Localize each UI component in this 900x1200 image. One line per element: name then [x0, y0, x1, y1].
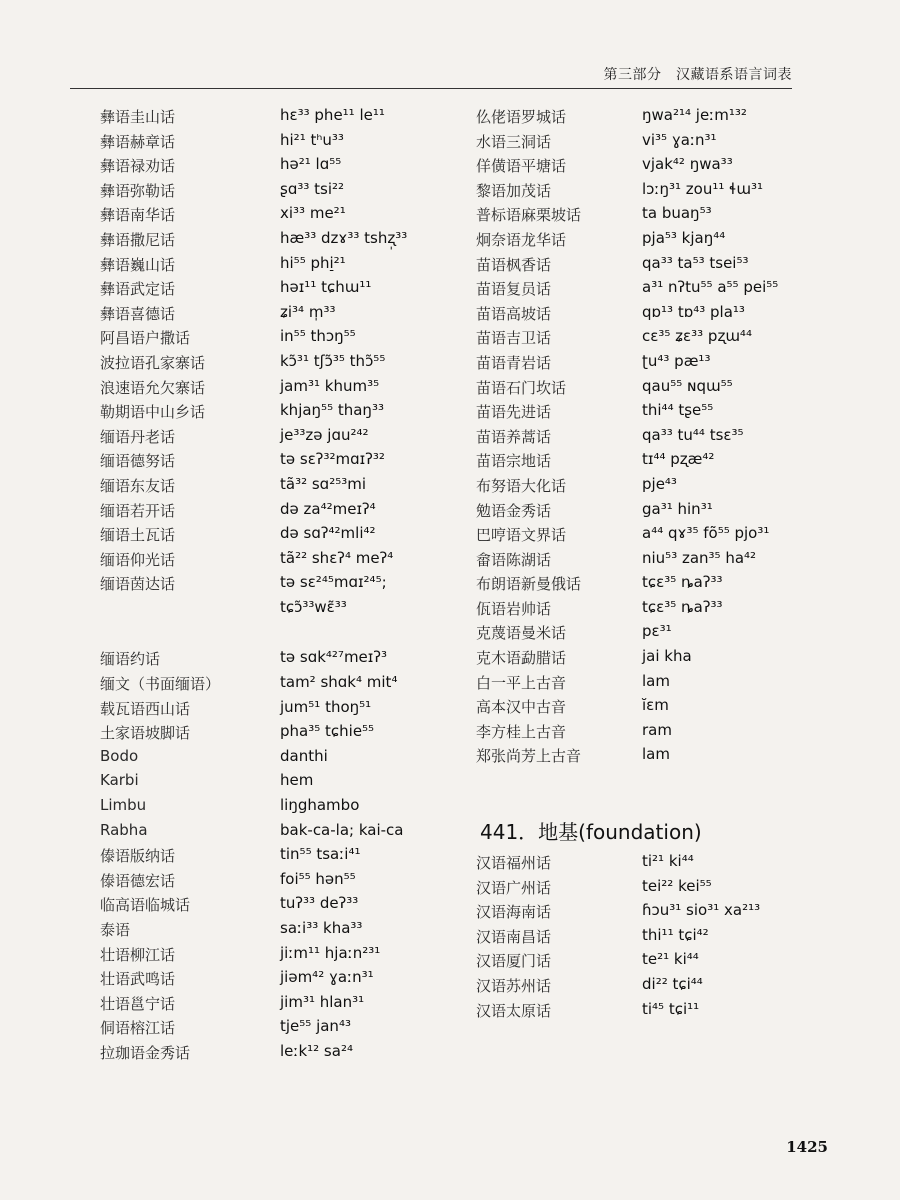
- entry-row: [100, 549, 470, 574]
- dialect-name: 缅语仰光话: [100, 550, 176, 569]
- entry-row: [476, 877, 806, 902]
- phonetic-form: liŋghambo: [280, 796, 360, 815]
- phonetic-form: cɛ³⁵ ʑɛ³³ pʐɯ⁴⁴: [642, 327, 752, 346]
- entry-row: [476, 327, 806, 352]
- phonetic-form: ʈu⁴³ pæ¹³: [642, 351, 711, 370]
- dialect-name: 苗语青岩话: [476, 353, 552, 372]
- entry-row: [476, 573, 806, 598]
- dialect-name: 勒期语中山乡话: [100, 403, 206, 422]
- dialect-name: 泰语: [100, 921, 131, 939]
- phonetic-form: lam: [642, 671, 670, 690]
- phonetic-form: qa³³ tu⁴⁴ tsɛ³⁵: [642, 425, 744, 444]
- phonetic-form: jiːm¹¹ hjaːn²³¹: [280, 943, 381, 962]
- dialect-name: 缅语约话: [100, 650, 161, 669]
- phonetic-form: jai kha: [642, 647, 692, 666]
- entry-row: [100, 845, 470, 870]
- entry-row: [100, 796, 470, 821]
- entry-row: [476, 450, 806, 475]
- phonetic-form: jam³¹ khum³⁵: [280, 376, 380, 395]
- phonetic-form: hem: [280, 771, 314, 790]
- phonetic-form: te²¹ ki⁴⁴: [642, 950, 699, 969]
- dialect-name: 缅语东友话: [100, 476, 176, 495]
- entry-row: [100, 155, 470, 180]
- entry-row: [476, 975, 806, 1000]
- entry-row: [100, 944, 470, 969]
- entry-row: [476, 106, 806, 131]
- right-column: [476, 106, 806, 1024]
- dialect-name: 汉语福州话: [476, 854, 552, 873]
- section-gap: [476, 790, 806, 810]
- dialect-name: 汉语苏州话: [476, 977, 552, 995]
- dialect-name: 缅语若开话: [100, 501, 176, 520]
- dialect-name: 傣语版纳话: [100, 847, 176, 866]
- entry-row: [100, 673, 470, 698]
- dialect-name: 苗语先进话: [476, 403, 552, 422]
- phonetic-form: niu⁵³ zan³⁵ ha⁴²: [642, 548, 757, 567]
- dialect-name: 拉珈语金秀话: [100, 1043, 191, 1062]
- dialect-name: 水语三洞话: [476, 132, 552, 151]
- phonetic-form: pɛ³¹: [642, 622, 672, 641]
- phonetic-form: ŋwa²¹⁴ jeːm¹³²: [642, 106, 747, 124]
- dialect-name: 巴哼语文界话: [476, 526, 567, 545]
- running-header: [70, 60, 792, 89]
- entry-row: [476, 352, 806, 377]
- entry-row: [476, 180, 806, 205]
- entry-row: [476, 377, 806, 402]
- phonetic-form: a³¹ nʔtu⁵⁵ a⁵⁵ pei⁵⁵: [642, 278, 779, 297]
- dialect-name: 缅语茵达话: [100, 575, 176, 594]
- dialect-name: 炯奈语龙华话: [476, 230, 567, 249]
- phonetic-form: jum⁵¹ thoŋ⁵¹: [280, 697, 372, 716]
- phonetic-form: hi⁵⁵ phi̠²¹: [280, 253, 346, 272]
- entry-row: [100, 598, 470, 623]
- phonetic-form: in⁵⁵ thɔŋ⁵⁵: [280, 327, 356, 346]
- page-number: 1425: [786, 1138, 828, 1156]
- dialect-name: 彝语圭山话: [100, 108, 176, 126]
- entry-row: [100, 401, 470, 426]
- entry-row: [476, 524, 806, 549]
- entry-row: [476, 598, 806, 623]
- entry-row: [476, 475, 806, 500]
- dialect-name: 克蔑语曼米话: [476, 624, 567, 643]
- entry-row: [476, 647, 806, 672]
- phonetic-form: tã³² sɑ²⁵³mi: [280, 474, 367, 493]
- dialect-name: 缅文（书面缅语）: [100, 675, 221, 694]
- dialect-name: 布努语大化话: [476, 476, 567, 495]
- phonetic-form: ta buaŋ⁵³: [642, 204, 712, 223]
- dialect-name: 土家语坡脚话: [100, 724, 191, 743]
- phonetic-form: lam: [642, 745, 670, 764]
- phonetic-form: ĭɛm: [642, 696, 669, 715]
- phonetic-form: ɦɔu³¹ sio³¹ xa²¹³: [642, 901, 761, 920]
- entry-row: [476, 950, 806, 975]
- dialect-name: 苗语高坡话: [476, 304, 552, 323]
- phonetic-form: ram: [642, 720, 672, 739]
- phonetic-form: hi²¹ tʰu³³: [280, 130, 344, 149]
- dialect-name: 傣语德宏话: [100, 871, 176, 890]
- dialect-name: 汉语太原话: [476, 1001, 552, 1020]
- phonetic-form: pha³⁵ tɕhie⁵⁵: [280, 722, 375, 741]
- dialect-name: 高本汉中古音: [476, 698, 567, 717]
- entry-row: [100, 1042, 470, 1067]
- dialect-name: 畲语陈湖话: [476, 550, 552, 569]
- phonetic-form: tɪ⁴⁴ pʐæ⁴²: [642, 450, 715, 469]
- dialect-name: 仫佬语罗城话: [476, 108, 567, 126]
- dialect-name: 汉语海南话: [476, 903, 552, 922]
- dialect-name: Limbu: [100, 796, 147, 815]
- dialect-name: 汉语厦门话: [476, 952, 552, 971]
- dialect-name: 佤语岩帅话: [476, 599, 552, 618]
- right-entries: [476, 106, 806, 770]
- dialect-name: 勉语金秀话: [476, 501, 552, 520]
- phonetic-form: ʂɑ³³ tsi²²: [280, 179, 345, 198]
- entry-row: [100, 352, 470, 377]
- phonetic-form: tei²² kei⁵⁵: [642, 876, 712, 895]
- dialect-name: 普标语麻栗坡话: [476, 206, 582, 225]
- section-entries: [476, 852, 806, 1024]
- entry-row: [100, 180, 470, 205]
- entry-row: [476, 852, 806, 877]
- phonetic-form: də za⁴²meɪʔ⁴: [280, 499, 376, 518]
- dialect-name: 苗语石门坎话: [476, 378, 567, 397]
- entry-row: [100, 747, 470, 772]
- phonetic-form: tuʔ³³ deʔ³³: [280, 894, 359, 913]
- dialect-name: 彝语赫章话: [100, 132, 176, 151]
- entry-row: [100, 771, 470, 796]
- entry-row: [100, 131, 470, 156]
- entry-row: [100, 573, 470, 598]
- entry-row: [100, 648, 470, 673]
- phonetic-form: tə sɛ²⁴⁵mɑɪ²⁴⁵;: [280, 573, 387, 592]
- entry-row: [100, 278, 470, 303]
- phonetic-form: hɛ³³ phe¹¹ le¹¹: [280, 106, 385, 124]
- dialect-name: 白一平上古音: [476, 673, 567, 692]
- dialect-name: Bodo: [100, 746, 139, 765]
- phonetic-form: tɕɛ³⁵ ȵaʔ³³: [642, 597, 723, 616]
- entry-row: [100, 894, 470, 919]
- phonetic-form: lɔːŋ³¹ zou¹¹ ɬɯ³¹: [642, 179, 764, 198]
- entry-row: [476, 696, 806, 721]
- dialect-name: 黎语加茂话: [476, 181, 552, 200]
- entry-row: [100, 327, 470, 352]
- entry-row: [100, 1017, 470, 1042]
- entry-row: [476, 254, 806, 279]
- phonetic-form: tɕɔ̃³³wɛ̃³³: [280, 597, 347, 616]
- dialect-name: 佯僙语平塘话: [476, 157, 567, 176]
- entry-row: [100, 254, 470, 279]
- entry-row: [100, 450, 470, 475]
- section-title: 441．地基(foundation): [480, 820, 702, 845]
- entry-row: [476, 745, 806, 770]
- entry-row: [476, 926, 806, 951]
- phonetic-form: vi³⁵ ɣaːn³¹: [642, 130, 717, 149]
- dialect-name: 郑张尚芳上古音: [476, 747, 582, 766]
- entry-row: [476, 278, 806, 303]
- dialect-name: 缅语德努话: [100, 452, 176, 471]
- dialect-name: 彝语禄劝话: [100, 157, 176, 176]
- phonetic-form: leːk¹² sa²⁴: [280, 1041, 353, 1060]
- dialect-name: 汉语广州话: [476, 878, 552, 897]
- entry-row: [476, 303, 806, 328]
- dialect-name: 李方桂上古音: [476, 722, 567, 741]
- phonetic-form: xi³³ me²¹: [280, 204, 346, 223]
- phonetic-form: kɔ̃³¹ tʃɔ̃³⁵ thɔ̃⁵⁵: [280, 351, 386, 370]
- entry-row: [100, 821, 470, 846]
- dialect-name: 彝语撒尼话: [100, 230, 176, 249]
- dialect-name: 彝语南华话: [100, 206, 176, 225]
- dialect-name: 彝语喜德话: [100, 304, 176, 323]
- left-column: [100, 106, 470, 1067]
- entry-row: [476, 426, 806, 451]
- entry-row: [100, 106, 470, 131]
- dialect-name: 侗语榕江话: [100, 1019, 176, 1038]
- entry-row: [100, 524, 470, 549]
- phonetic-form: di²² tɕi⁴⁴: [642, 975, 703, 993]
- dialect-name: 波拉语孔家寨话: [100, 353, 206, 372]
- dialect-name: 缅语土瓦话: [100, 526, 176, 545]
- section-gap: [476, 770, 806, 790]
- phonetic-form: tə sɑk⁴²⁷meɪʔ³: [280, 648, 388, 667]
- phonetic-form: danthi: [280, 746, 328, 765]
- dialect-name: 苗语宗地话: [476, 452, 552, 471]
- phonetic-form: həɪ¹¹ tɕhɯ¹¹: [280, 278, 372, 297]
- phonetic-form: jim³¹ hlan³¹: [280, 992, 365, 1011]
- entry-row: [100, 722, 470, 747]
- phonetic-form: qɒ¹³ tɒ⁴³ pla¹³: [642, 302, 745, 321]
- phonetic-form: pja⁵³ kjaŋ⁴⁴: [642, 228, 726, 247]
- entry-row: [100, 919, 470, 944]
- entry-row: [100, 426, 470, 451]
- dialect-name: 苗语枫香话: [476, 255, 552, 274]
- entry-row: [476, 672, 806, 697]
- entry-row: [476, 229, 806, 254]
- phonetic-form: khjaŋ⁵⁵ thaŋ³³: [280, 401, 384, 420]
- phonetic-form: tã²² shɛʔ⁴ meʔ⁴: [280, 548, 394, 567]
- phonetic-form: tɕɛ³⁵ ȵaʔ³³: [642, 573, 723, 592]
- phonetic-form: ti²¹ ki⁴⁴: [642, 852, 694, 871]
- entry-row: [100, 870, 470, 895]
- dialect-name: 壮语邕宁话: [100, 994, 176, 1013]
- entry-row: [476, 1000, 806, 1025]
- dialect-name: 苗语养蒿话: [476, 427, 552, 446]
- phonetic-form: a⁴⁴ qɤ³⁵ fõ⁵⁵ pjo³¹: [642, 524, 770, 543]
- dialect-name: 彝语巍山话: [100, 255, 176, 274]
- dialect-name: 临高语临城话: [100, 896, 191, 915]
- dialect-name: Rabha: [100, 820, 148, 839]
- entry-row: [476, 204, 806, 229]
- phonetic-form: ga³¹ hin³¹: [642, 499, 713, 518]
- phonetic-form: tə sɛʔ³²mɑɪʔ³²: [280, 450, 385, 469]
- entry-row: [476, 500, 806, 525]
- entry-row: [476, 131, 806, 156]
- phonetic-form: hə²¹ lɑ⁵⁵: [280, 155, 342, 174]
- dialect-name: 缅语丹老话: [100, 427, 176, 446]
- entry-spacer: [100, 622, 470, 648]
- phonetic-form: qa³³ ta⁵³ tsei⁵³: [642, 253, 749, 272]
- dialect-name: 阿昌语户撒话: [100, 329, 191, 348]
- dialect-name: 浪速语允欠寨话: [100, 378, 206, 397]
- phonetic-form: hæ³³ dzɤ³³ tshʐ̩³³: [280, 228, 408, 247]
- phonetic-form: jiəm⁴² ɣaːn³¹: [280, 968, 374, 987]
- entry-row: [100, 303, 470, 328]
- entry-row: [100, 229, 470, 254]
- entry-row: [476, 901, 806, 926]
- entry-row: [100, 204, 470, 229]
- phonetic-form: tje⁵⁵ jan⁴³: [280, 1017, 351, 1036]
- phonetic-form: thi¹¹ tɕi⁴²: [642, 925, 709, 944]
- header-text: 第三部分 汉藏语系语言词表: [603, 67, 792, 83]
- dialect-name: 彝语弥勒话: [100, 181, 176, 200]
- phonetic-form: də sɑʔ⁴²mli⁴²: [280, 524, 376, 543]
- entry-row: [100, 698, 470, 723]
- entry-row: [476, 401, 806, 426]
- dialect-name: 壮语武鸣话: [100, 970, 176, 989]
- phonetic-form: ti⁴⁵ tɕi¹¹: [642, 999, 700, 1018]
- phonetic-form: thi⁴⁴ tʂe⁵⁵: [642, 401, 714, 420]
- phonetic-form: bak-ca-la; kai-ca: [280, 820, 404, 839]
- phonetic-form: qau⁵⁵ ɴqɯ⁵⁵: [642, 376, 733, 395]
- entry-row: [476, 155, 806, 180]
- phonetic-form: saːi³³ kha³³: [280, 919, 363, 937]
- dialect-name: 苗语吉卫话: [476, 329, 552, 348]
- entry-row: [476, 622, 806, 647]
- entry-row: [100, 475, 470, 500]
- entry-row: [476, 549, 806, 574]
- dialect-name: Karbi: [100, 771, 139, 790]
- dialect-name: 壮语柳江话: [100, 945, 176, 964]
- phonetic-form: je³³zə jɑu²⁴²: [280, 425, 369, 444]
- dialect-name: 布朗语新曼俄话: [476, 575, 582, 594]
- entry-row: [100, 500, 470, 525]
- dialect-name: 载瓦语西山话: [100, 699, 191, 718]
- phonetic-form: ʑi³⁴ m̩³³: [280, 302, 336, 321]
- entry-row: [100, 993, 470, 1018]
- dialect-name: 苗语复员话: [476, 280, 552, 299]
- dialect-name: 彝语武定话: [100, 280, 176, 299]
- dialect-name: 克木语勐腊话: [476, 649, 567, 668]
- entry-row: [100, 968, 470, 993]
- phonetic-form: pje⁴³: [642, 474, 677, 493]
- entry-row: [476, 721, 806, 746]
- phonetic-form: tam² shɑk⁴ mit⁴: [280, 673, 398, 692]
- dialect-name: 汉语南昌话: [476, 927, 552, 946]
- entry-row: [100, 377, 470, 402]
- phonetic-form: vjak⁴² ŋwa³³: [642, 155, 733, 174]
- phonetic-form: tin⁵⁵ tsaːi⁴¹: [280, 845, 361, 864]
- phonetic-form: foi⁵⁵ hən⁵⁵: [280, 869, 356, 888]
